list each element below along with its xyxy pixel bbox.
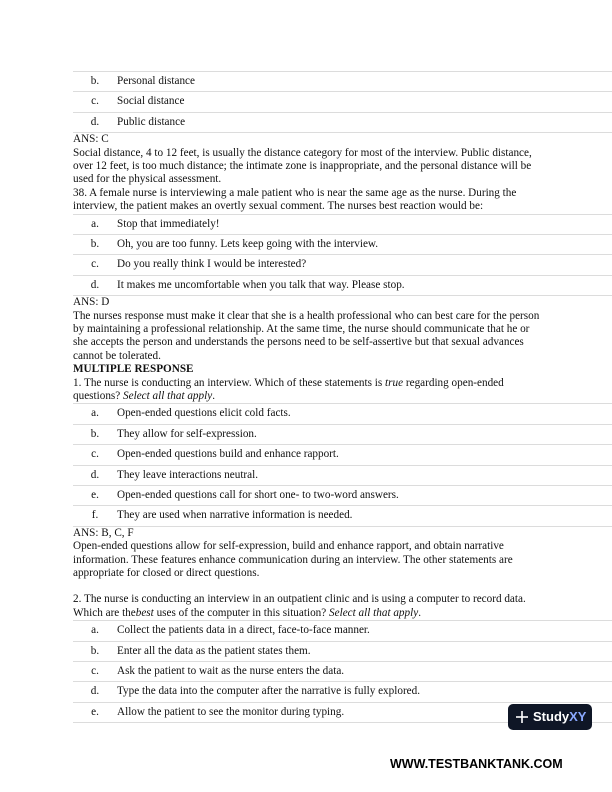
answer-options-mr1 — [73, 403, 612, 526]
emphasis-text: best — [135, 606, 154, 619]
option-letter: d. — [73, 275, 117, 295]
studyxy-badge[interactable] — [508, 704, 592, 730]
option-letter: c. — [73, 92, 117, 112]
option-row — [73, 682, 612, 702]
option-letter: e. — [73, 485, 117, 505]
document-content — [73, 71, 612, 723]
footer-url[interactable]: WWW.TESTBANKTANK.COM — [390, 757, 563, 771]
option-text: Type the data into the computer after the narrative is fully explored. — [117, 682, 612, 702]
spacer — [73, 580, 612, 593]
option-text: Personal distance — [117, 72, 612, 92]
option-text: They allow for self-expression. — [117, 424, 612, 444]
option-text: Open-ended questions call for short one- to two-word answers. — [117, 485, 612, 505]
option-text: They are used when narrative information is needed. — [117, 506, 612, 526]
option-row — [73, 72, 612, 92]
question-text-end: . — [212, 390, 215, 403]
option-letter: f. — [73, 506, 117, 526]
question-text: 38. A female nurse is interviewing a male patient who is near the same age as the nurse. During the interview, the patient makes an overtly sexual comment. The nurses best reaction would be: — [73, 186, 517, 213]
option-row — [73, 506, 612, 526]
option-row — [73, 424, 612, 444]
option-text: They leave interactions neutral. — [117, 465, 612, 485]
rationale: Social distance, 4 to 12 feet, is usually the distance category for most of the interview. Public distance, over 12 feet, is too much distance; the intimate zone is inappropriate, and the personal distance will be used for the physical assessment. — [73, 146, 532, 186]
question-text — [73, 377, 543, 404]
option-row — [73, 92, 612, 112]
section-heading: MULTIPLE RESPONSE — [73, 363, 194, 376]
option-letter: b. — [73, 641, 117, 661]
option-text: It makes me uncomfortable when you talk that way. Please stop. — [117, 275, 612, 295]
answer-key: ANS: D — [73, 296, 110, 309]
option-letter: a. — [73, 214, 117, 234]
option-letter: d. — [73, 465, 117, 485]
option-row — [73, 235, 612, 255]
option-row — [73, 661, 612, 681]
option-row — [73, 641, 612, 661]
rationale: The nurses response must make it clear that she is a health professional who can best care for the person by maintaining a professional relationship. At the same time, the nurse should communicate that he or she accepts the person and understands the persons need to be self-assertive but that sexual advances cannot be tolerated. — [73, 309, 540, 362]
option-letter: d. — [73, 682, 117, 702]
question-text-part: uses of the computer in this situation? — [153, 606, 330, 619]
option-text: Ask the patient to wait as the nurse enters the data. — [117, 661, 612, 681]
option-letter: b. — [73, 235, 117, 255]
option-row — [73, 465, 612, 485]
option-letter: a. — [73, 404, 117, 424]
option-text: Stop that immediately! — [117, 214, 612, 234]
question-text — [73, 593, 543, 620]
question-text-part: regarding open-ended questions? — [73, 376, 504, 403]
question-text-end: . — [418, 606, 421, 619]
option-letter: c. — [73, 255, 117, 275]
option-text: Social distance — [117, 92, 612, 112]
option-letter: e. — [73, 702, 117, 722]
option-text: Enter all the data as the patient states them. — [117, 641, 612, 661]
option-letter: b. — [73, 424, 117, 444]
option-letter: c. — [73, 661, 117, 681]
option-row — [73, 255, 612, 275]
option-letter: a. — [73, 621, 117, 641]
option-letter: c. — [73, 445, 117, 465]
option-text: Open-ended questions build and enhance rapport. — [117, 445, 612, 465]
answer-key: ANS: B, C, F — [73, 526, 134, 539]
question-text-part: 2. The nurse is conducting an interview in an outpatient clinic and is using a computer to record data. Which are the — [73, 593, 526, 619]
option-row — [73, 621, 612, 641]
option-letter: b. — [73, 72, 117, 92]
option-row — [73, 275, 612, 295]
option-row — [73, 112, 612, 132]
instruction-text: Select all that apply — [123, 390, 213, 403]
answer-options-q38 — [73, 214, 612, 297]
option-text: Allow the patient to see the monitor during typing. — [117, 702, 612, 722]
badge-brand-text: Study — [533, 709, 570, 724]
plus-icon — [514, 704, 530, 730]
option-row — [73, 214, 612, 234]
question-text-part: 1. The nurse is conducting an interview. Which of these statements is — [73, 376, 386, 389]
answer-key: ANS: C — [73, 133, 109, 146]
option-letter: d. — [73, 112, 117, 132]
instruction-text: Select all that apply — [329, 606, 419, 619]
option-row — [73, 404, 612, 424]
option-text: Public distance — [117, 112, 612, 132]
answer-options-q37 — [73, 71, 612, 133]
option-row — [73, 445, 612, 465]
option-text: Collect the patients data in a direct, face-to-face manner. — [117, 621, 612, 641]
option-text: Oh, you are too funny. Lets keep going with the interview. — [117, 235, 612, 255]
badge-brand-accent: XY — [569, 709, 587, 724]
plus-icon-svg — [514, 709, 530, 725]
rationale: Open-ended questions allow for self-expression, build and enhance rapport, and obtain narrative information. These features enhance communication during an interview. The other statements are appropriate for closed or direct questions. — [73, 540, 513, 579]
emphasis-text: true — [385, 376, 404, 389]
option-text: Open-ended questions elicit cold facts. — [117, 404, 612, 424]
option-row — [73, 485, 612, 505]
option-text: Do you really think I would be interested? — [117, 255, 612, 275]
badge-brand — [533, 704, 586, 730]
